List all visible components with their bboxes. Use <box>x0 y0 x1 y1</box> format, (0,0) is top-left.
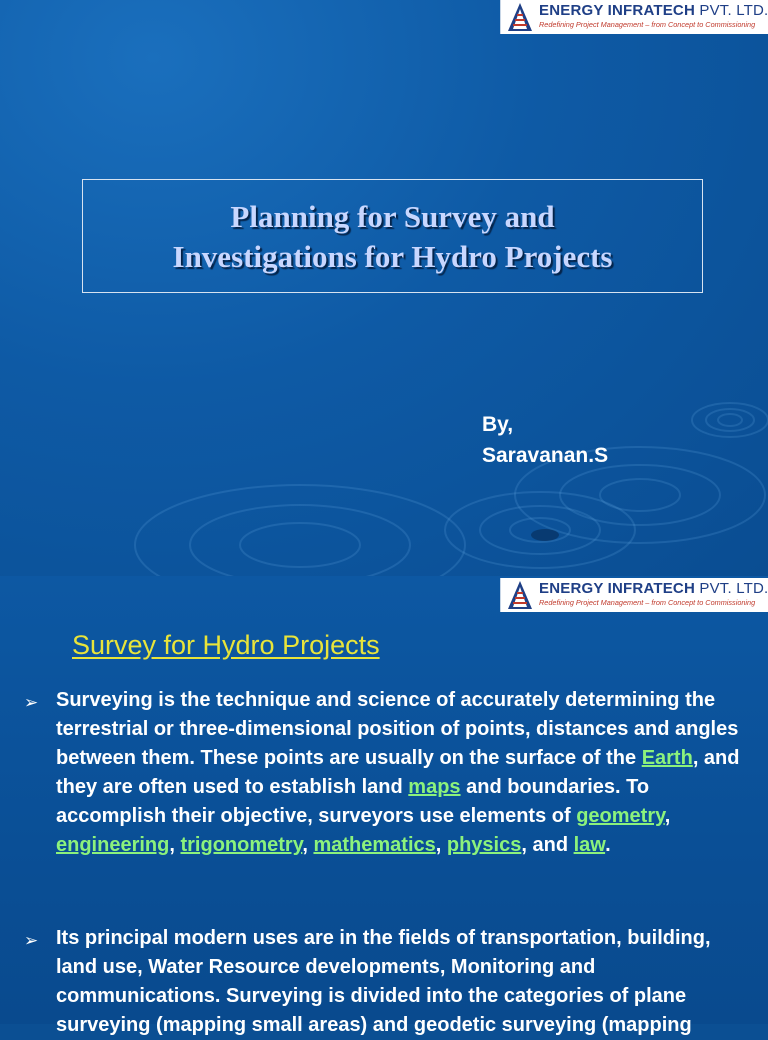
title-box <box>82 179 703 293</box>
company-tagline: Redefining Project Management – from Concept to Commissioning <box>539 20 756 29</box>
company-name <box>539 2 768 19</box>
author-block <box>482 409 608 471</box>
presentation-title <box>83 197 702 277</box>
link-earth[interactable]: Earth <box>641 747 693 769</box>
para-text: , and they are often used to establish land <box>56 747 740 798</box>
company-logo <box>500 0 768 34</box>
para-text: , and <box>521 834 574 856</box>
company-name-bold: ENERGY INFRATECH <box>539 2 695 19</box>
link-trigonometry[interactable]: trigonometry <box>180 834 303 856</box>
link-engineering[interactable]: engineering <box>56 834 170 856</box>
pylon-logo-icon <box>505 2 535 32</box>
para-text: , <box>435 834 447 856</box>
para-text: , <box>664 805 671 827</box>
link-physics[interactable]: physics <box>446 834 522 856</box>
link-geometry[interactable]: geometry <box>576 805 665 827</box>
title-line-2: Investigations for Hydro Projects <box>172 239 613 274</box>
company-name-suffix: PVT. LTD. <box>695 2 768 19</box>
bullet-arrow-icon: ➢ <box>24 693 39 712</box>
para-text: and boundaries. To accomplish their objective, surveyors use elements of <box>56 776 650 827</box>
company-name <box>539 580 768 597</box>
company-name-suffix: PVT. LTD. <box>695 580 768 597</box>
link-maps[interactable]: maps <box>408 776 461 798</box>
company-name-bold: ENERGY INFRATECH <box>539 580 695 597</box>
link-law[interactable]: law <box>573 834 606 856</box>
paragraph-surveying-definition <box>56 686 756 860</box>
by-label: By, <box>482 413 514 436</box>
paragraph-modern-uses: Its principal modern uses are in the fields of transportation, building, land use, Water Resource developments, Monitoring and communications. Surveying is divided into the categories of plane surveying (mapping small areas) and geodetic surveying (mapping <box>56 927 711 1036</box>
para-text: Surveying is the technique and science of accurately determining the terrestrial or three-dimensional position of points, distances and angles between them. These points are usually on the surface of the <box>56 689 739 769</box>
bullet-arrow-icon: ➢ <box>24 931 39 950</box>
title-line-1: Planning for Survey and <box>230 199 555 234</box>
section-heading: Survey for Hydro Projects <box>72 630 380 660</box>
para-text: , <box>302 834 314 856</box>
pylon-logo-icon <box>505 580 535 610</box>
link-mathematics[interactable]: mathematics <box>313 834 436 856</box>
author-name: Saravanan.S <box>482 444 609 467</box>
company-tagline: Redefining Project Management – from Concept to Commissioning <box>539 598 756 607</box>
company-logo <box>500 578 768 612</box>
para-text: . <box>605 834 611 856</box>
para-text: , <box>169 834 181 856</box>
